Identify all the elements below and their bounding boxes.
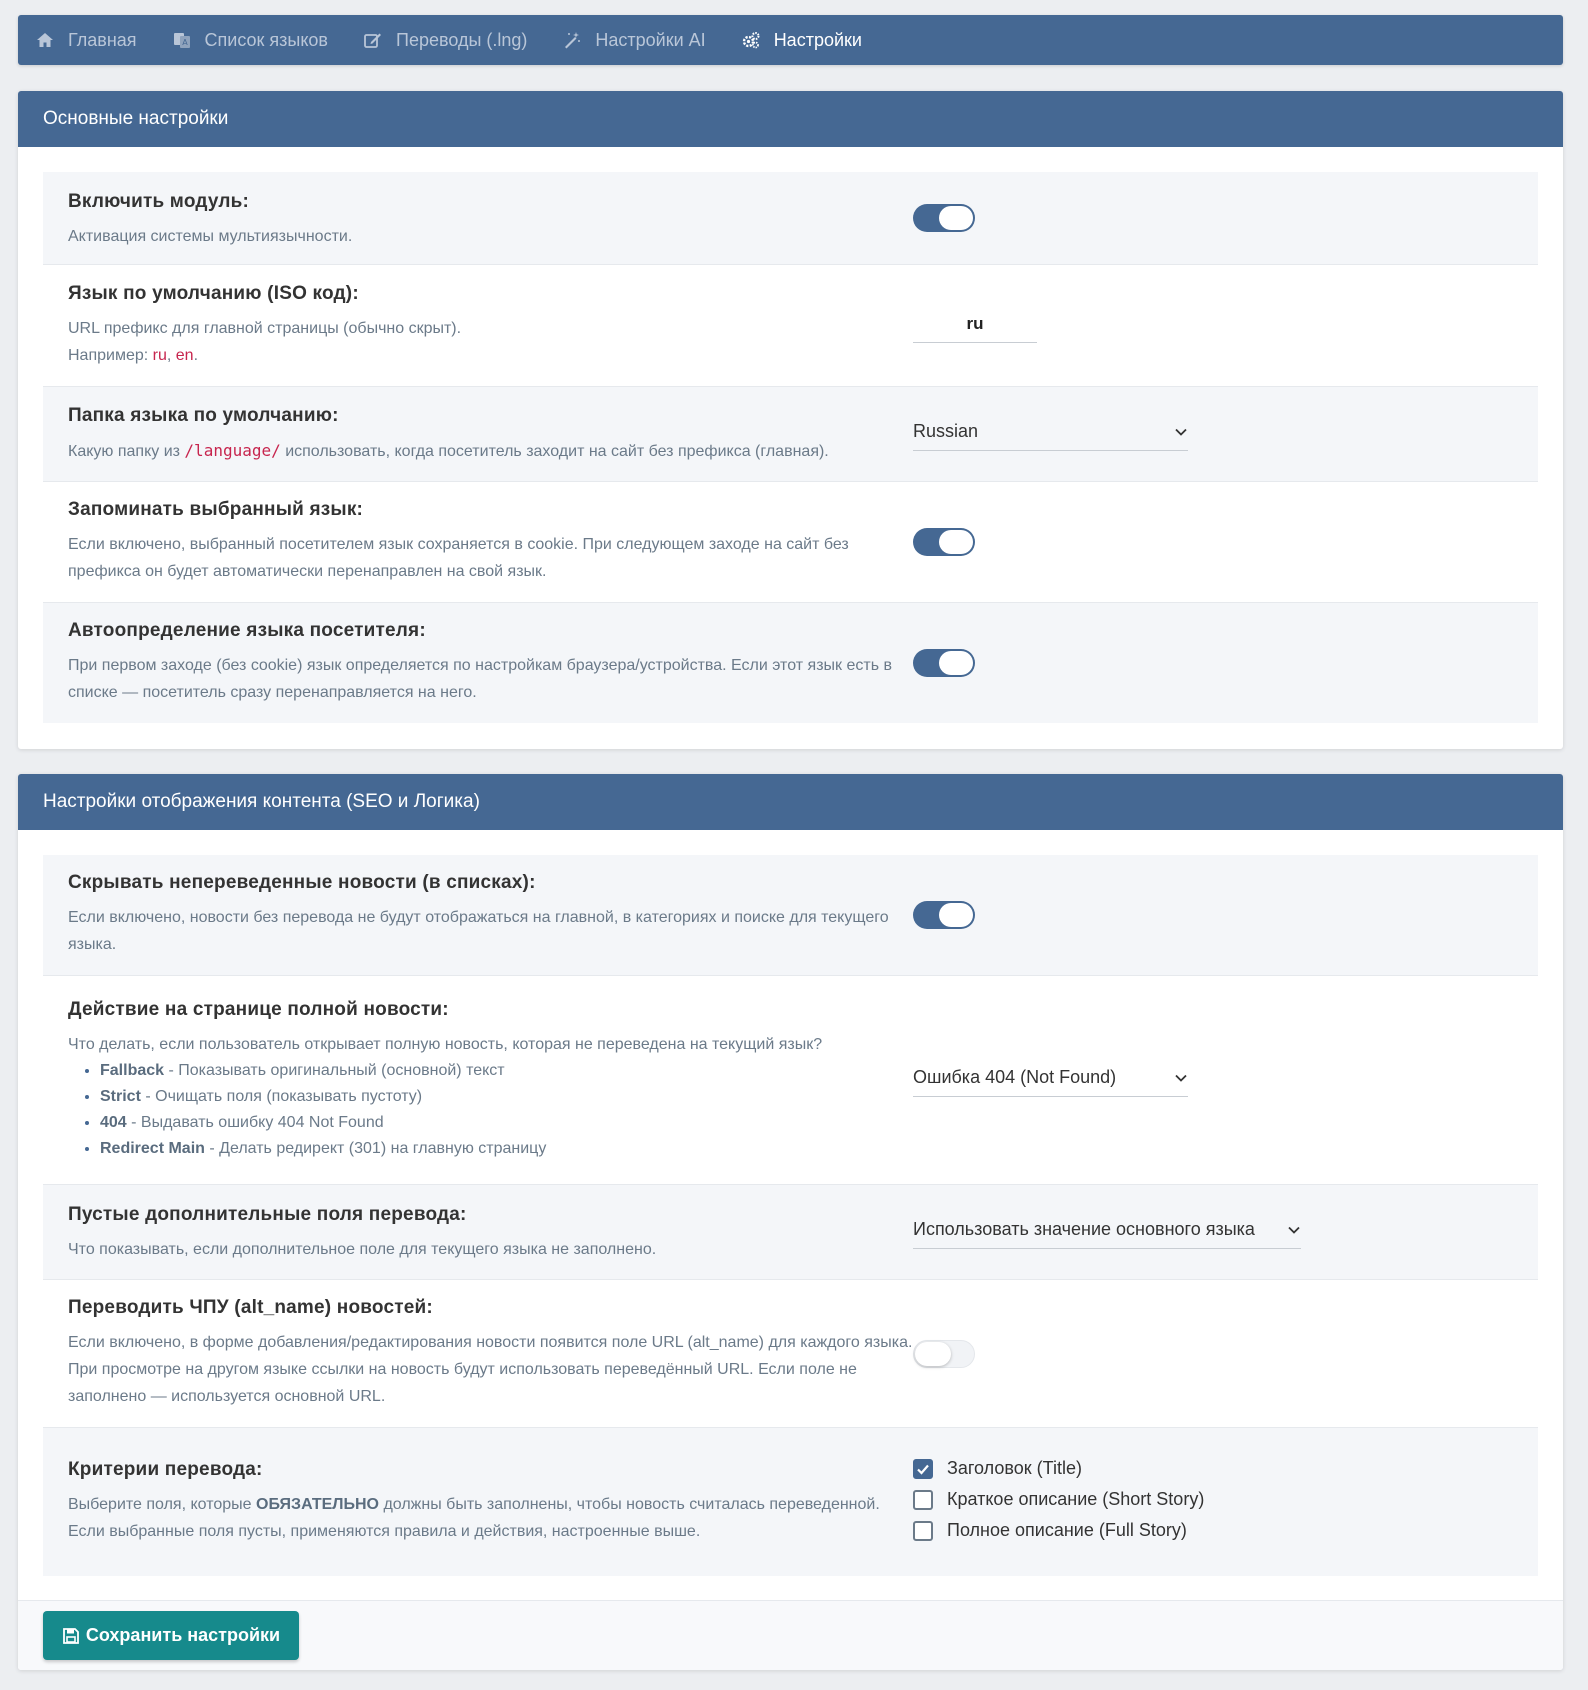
setting-label: Включить модуль: <box>68 190 250 212</box>
nav-item-label: Переводы (.lng) <box>396 29 528 50</box>
example-code: en <box>175 346 194 364</box>
svg-text:A: A <box>181 38 188 47</box>
setting-label: Скрывать непереведенные новости (в списках): <box>68 872 536 893</box>
checkbox-unchecked[interactable] <box>913 1521 933 1541</box>
default-language-input[interactable] <box>913 308 1037 343</box>
checkbox-label: Заголовок (Title) <box>947 1458 1082 1478</box>
select-value: Использовать значение основного языка <box>913 1219 1255 1239</box>
full-news-action-select[interactable] <box>913 1063 1188 1097</box>
setting-label: Автоопределение языка посетителя: <box>68 620 426 641</box>
setting-label: Переводить ЧПУ (alt_name) новостей: <box>68 1297 433 1318</box>
enable-module-toggle[interactable] <box>913 204 975 232</box>
setting-description: Если включено, в форме добавления/редактирования новости появится поле URL (alt_name) для каждого языка. При просмотре на другом языке ссылки на новость будут использовать переведённый URL. Если поле не заполнено — используется основной URL. <box>68 1334 913 1405</box>
option-text: - Очищать поля (показывать пустоту) <box>140 1087 423 1105</box>
content-settings-card <box>18 774 1563 1670</box>
setting-description: Активация системы мультиязычности. <box>68 227 353 245</box>
setting-default-language <box>43 265 1538 387</box>
description-text: Какую папку из <box>68 443 185 460</box>
list-item <box>100 1058 913 1084</box>
floppy-disk-icon <box>62 1627 80 1645</box>
setting-label: Критерии перевода: <box>68 1459 263 1480</box>
setting-label: Пустые дополнительные поля перевода: <box>68 1203 467 1225</box>
description-line: Если выбранные поля пусты, применяются правила и действия, настроенные выше. <box>68 1523 701 1540</box>
card-footer <box>18 1600 1563 1670</box>
example-prefix: Например: <box>68 346 153 364</box>
nav-item-label: Главная <box>68 29 137 50</box>
setting-description: Если включено, выбранный посетителем язык сохраняется в cookie. При следующем заходе на сайт без префикса он будет автоматически перенаправлен на свой язык. <box>68 536 849 580</box>
nav-item-languages[interactable] <box>155 15 346 65</box>
description-line: Что делать, если пользователь открывает полную новость, которая не переведена на текущий язык? <box>68 1035 823 1053</box>
basic-settings-card <box>18 91 1563 749</box>
option-text: - Делать редирект (301) на главную страницу <box>204 1139 547 1157</box>
description-text: использовать, когда посетитель заходит на сайт без префикса (главная). <box>280 443 829 460</box>
home-icon <box>36 31 54 49</box>
option-text: - Показывать оригинальный (основной) текст <box>164 1061 505 1079</box>
setting-label: Язык по умолчанию (ISO код): <box>68 282 359 304</box>
nav-item-translations[interactable] <box>346 15 545 65</box>
setting-full-news-action <box>43 976 1538 1185</box>
nav-item-label: Настройки <box>773 29 862 50</box>
top-navbar <box>18 15 1563 65</box>
setting-enable-module <box>43 172 1538 265</box>
criteria-option-full-story[interactable] <box>913 1520 1538 1541</box>
example-code: ru <box>152 346 167 364</box>
autodetect-language-toggle[interactable] <box>913 649 975 677</box>
cogs-icon <box>742 31 760 49</box>
checkmark-icon <box>916 1462 930 1476</box>
language-icon <box>173 31 191 49</box>
save-settings-button[interactable] <box>43 1611 299 1660</box>
description-bold: ОБЯЗАТЕЛЬНО <box>256 1496 379 1513</box>
description-text: должны быть заполнены, чтобы новость считалась переведенной. <box>379 1496 880 1513</box>
checkbox-unchecked[interactable] <box>913 1490 933 1510</box>
option-name: 404 <box>100 1113 127 1131</box>
setting-description: Если включено, новости без перевода не будут отображаться на главной, в категориях и поиске для текущего языка. <box>68 909 889 953</box>
setting-description: При первом заходе (без cookie) язык определяется по настройкам браузера/устройства. Если этот язык есть в списке — посетитель сразу перенаправляется на него. <box>68 657 892 701</box>
nav-item-home[interactable] <box>18 15 155 65</box>
setting-autodetect-language <box>43 603 1538 723</box>
nav-item-ai-settings[interactable] <box>545 15 723 65</box>
empty-fields-select[interactable] <box>913 1215 1301 1249</box>
setting-description <box>68 1491 913 1545</box>
setting-empty-fields <box>43 1185 1538 1280</box>
setting-label: Запоминать выбранный язык: <box>68 499 364 520</box>
list-item <box>100 1136 913 1162</box>
option-name: Redirect Main <box>100 1139 205 1157</box>
setting-description: Что показывать, если дополнительное поле для текущего языка не заполнено. <box>68 1240 657 1258</box>
checkbox-label: Полное описание (Full Story) <box>947 1520 1187 1540</box>
setting-description <box>68 437 913 465</box>
checkbox-checked[interactable] <box>913 1459 933 1479</box>
edit-icon <box>364 31 382 49</box>
example-separator: , <box>166 346 176 364</box>
chevron-down-icon <box>1174 425 1188 439</box>
setting-translation-criteria <box>43 1428 1538 1576</box>
chevron-down-icon <box>1174 1071 1188 1085</box>
magic-wand-icon <box>563 31 581 49</box>
folder-path-code: /language/ <box>184 441 281 460</box>
setting-description <box>68 315 913 369</box>
option-name: Fallback <box>100 1061 165 1079</box>
action-options-list <box>68 1058 913 1162</box>
example-end: . <box>193 346 199 364</box>
criteria-checkbox-group <box>913 1428 1538 1551</box>
description-line: URL префикс для главной страницы (обычно скрыт). <box>68 319 462 337</box>
setting-hide-untranslated <box>43 855 1538 976</box>
chevron-down-icon <box>1287 1223 1301 1237</box>
option-name: Strict <box>100 1087 141 1105</box>
nav-item-settings[interactable] <box>724 15 880 65</box>
description-text: Выберите поля, которые <box>68 1496 256 1513</box>
description-line <box>68 1491 913 1518</box>
nav-item-label: Список языков <box>204 29 328 50</box>
default-folder-select[interactable] <box>913 417 1188 451</box>
nav-item-label: Настройки AI <box>595 29 706 50</box>
card-title: Основные настройки <box>18 91 1563 147</box>
setting-default-folder <box>43 387 1538 482</box>
list-item <box>100 1084 913 1110</box>
translate-altname-toggle[interactable] <box>913 1340 975 1368</box>
criteria-option-title[interactable] <box>913 1458 1538 1479</box>
criteria-option-short-story[interactable] <box>913 1489 1538 1510</box>
description-example <box>68 342 913 369</box>
setting-translate-altname <box>43 1280 1538 1428</box>
option-text: - Выдавать ошибку 404 Not Found <box>126 1113 384 1131</box>
select-value: Russian <box>913 421 979 441</box>
remember-language-toggle[interactable] <box>913 528 975 556</box>
hide-untranslated-toggle[interactable] <box>913 901 975 929</box>
list-item <box>100 1110 913 1136</box>
checkbox-label: Краткое описание (Short Story) <box>947 1489 1205 1509</box>
save-button-label: Сохранить настройки <box>85 1625 281 1645</box>
setting-description <box>68 1031 913 1162</box>
card-title: Настройки отображения контента (SEO и Логика) <box>18 774 1563 830</box>
select-value: Ошибка 404 (Not Found) <box>913 1067 1117 1087</box>
setting-label: Папка языка по умолчанию: <box>68 405 339 426</box>
setting-label: Действие на странице полной новости: <box>68 998 449 1020</box>
setting-remember-language <box>43 482 1538 603</box>
